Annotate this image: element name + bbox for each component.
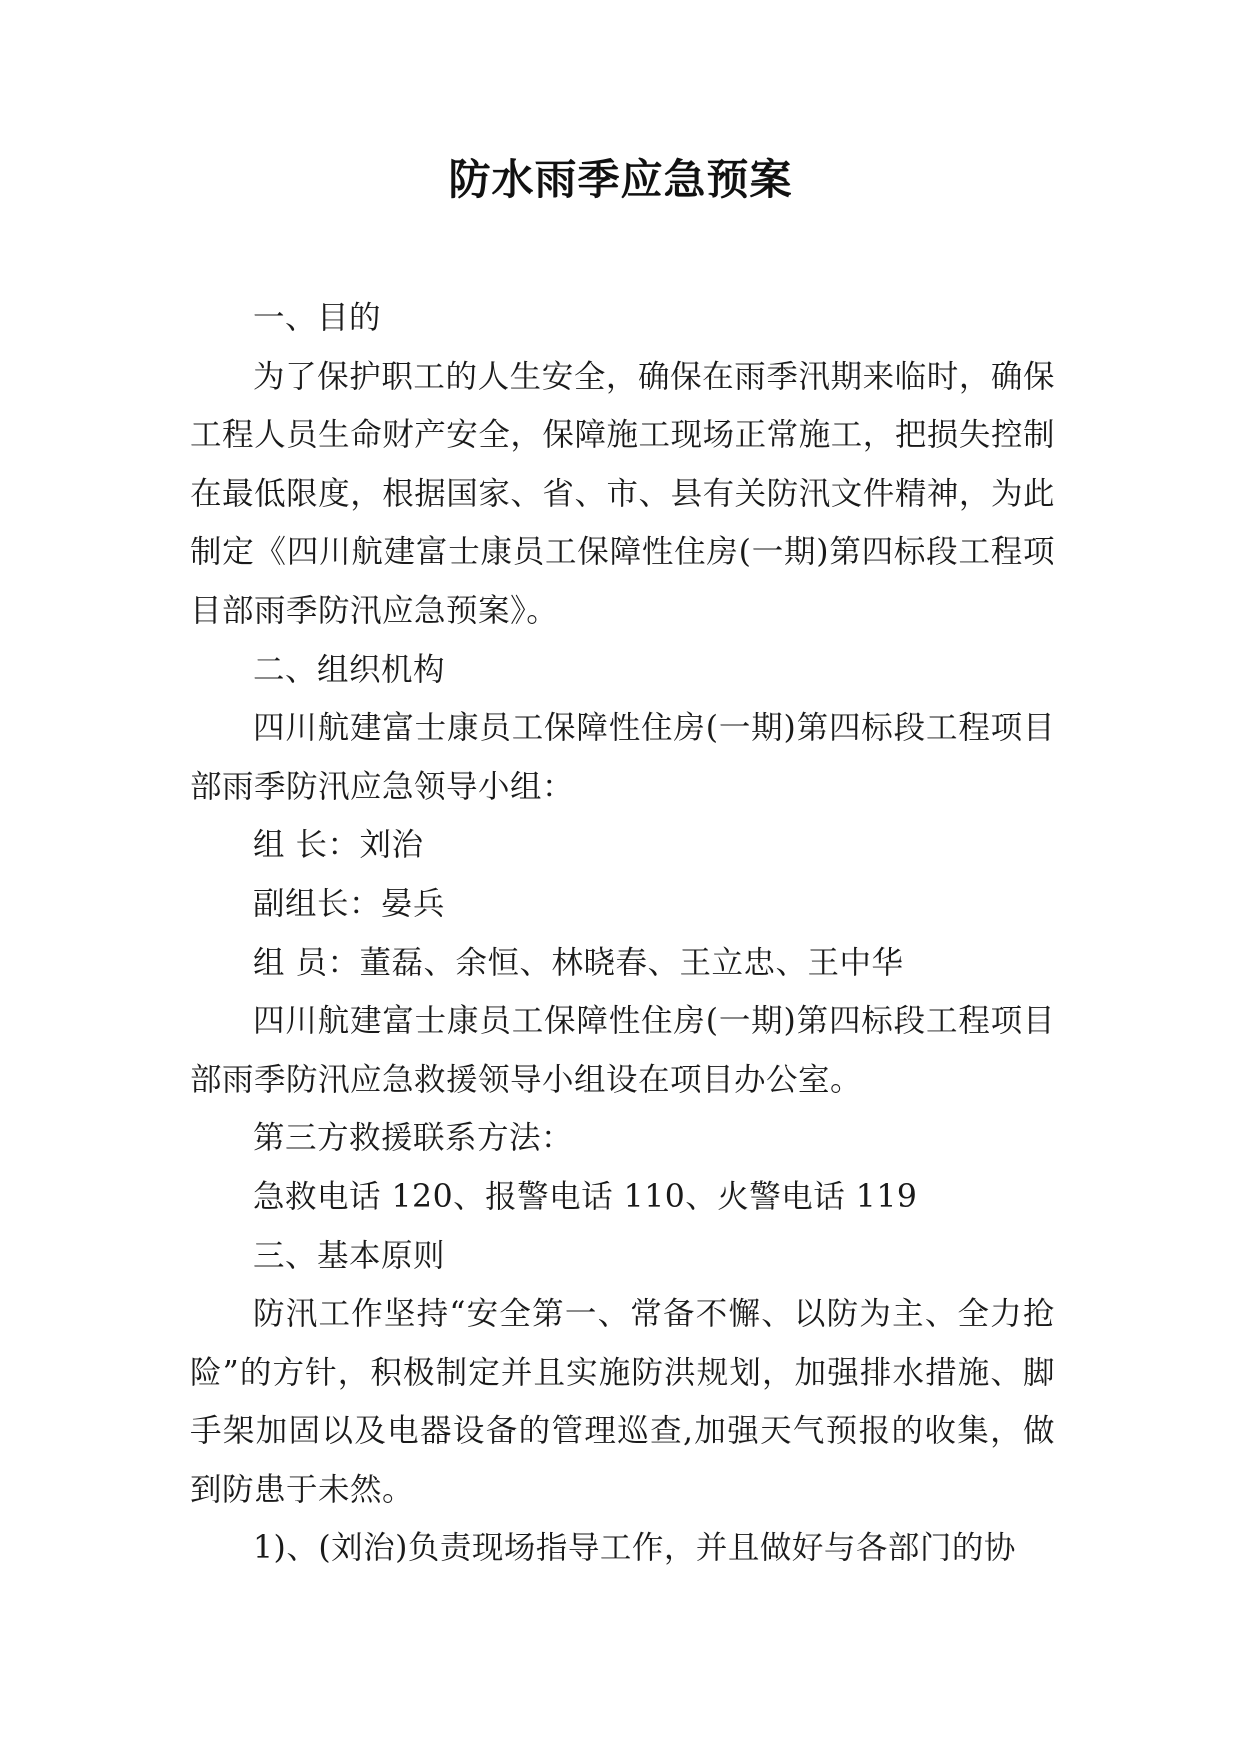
paragraph-duty-1: 1)、(刘治)负责现场指导工作，并且做好与各部门的协 bbox=[253, 1530, 1016, 1567]
heading-organization: 二、组织机构 bbox=[253, 651, 446, 688]
paragraph-purpose: 为了保护职工的人生安全，确保在雨季汛期来临时，确保工程人员生命财产安全，保障施工现场正常施工，把损失控制在最低限度，根据国家、省、市、县有关防汛文件精神，为此制定《四川航建富士康员工保障性住房(一期)第四标段工程项目部雨季防汛应急预案》。 bbox=[190, 358, 1055, 629]
document-body bbox=[190, 289, 1055, 1578]
leader-line: 组 长：刘治 bbox=[253, 827, 424, 864]
deputy-leader-line: 副组长：晏兵 bbox=[253, 885, 446, 922]
document-title: 防水雨季应急预案 bbox=[448, 155, 793, 204]
paragraph-leading-group: 四川航建富士康员工保障性住房(一期)第四标段工程项目部雨季防汛应急领导小组： bbox=[190, 710, 1055, 805]
emergency-phone-numbers: 急救电话 120、报警电话 110、火警电话 119 bbox=[253, 1178, 918, 1215]
third-party-contact-label: 第三方救援联系方法： bbox=[253, 1120, 574, 1157]
members-line: 组 员：董磊、余恒、林晓春、王立忠、王中华 bbox=[253, 944, 904, 981]
paragraph-principles: 防汛工作坚持“安全第一、常备不懈、以防为主、全力抢险”的方针，积极制定并且实施防洪规划，加强排水措施、脚手架加固以及电器设备的管理巡查,加强天气预报的收集，做到防患于未然。 bbox=[190, 1296, 1055, 1508]
heading-basic-principles: 三、基本原则 bbox=[253, 1237, 446, 1274]
heading-purpose: 一、目的 bbox=[253, 300, 382, 336]
paragraph-office-location: 四川航建富士康员工保障性住房(一期)第四标段工程项目部雨季防汛应急救援领导小组设在项目办公室。 bbox=[190, 1003, 1055, 1098]
